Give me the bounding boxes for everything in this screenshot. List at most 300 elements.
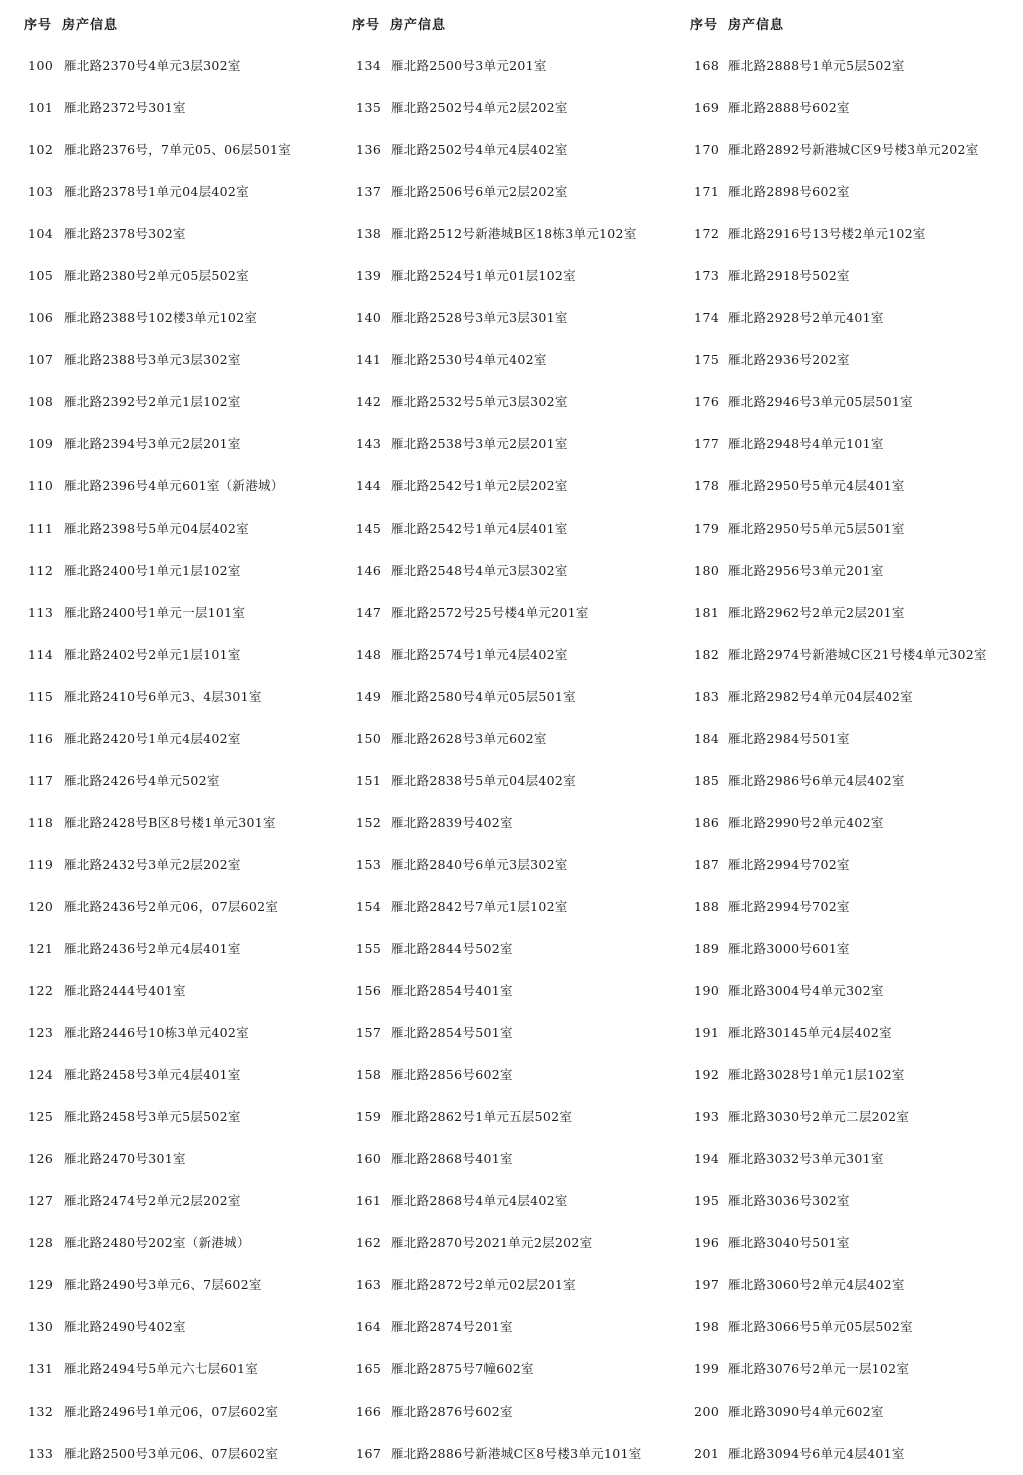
property-info: 雁北路2868号401室 [391, 1151, 513, 1167]
table-row [330, 465, 670, 507]
property-info: 雁北路2490号402室 [64, 1319, 186, 1335]
row-index: 109 [28, 436, 54, 452]
row-index: 160 [356, 1151, 382, 1167]
property-info: 雁北路2380号2单元05层502室 [64, 268, 249, 284]
row-index: 115 [28, 688, 54, 704]
property-info: 雁北路2420号1单元4层402室 [64, 730, 241, 746]
row-index: 120 [28, 898, 54, 914]
table-row [668, 423, 1023, 465]
property-info: 雁北路2918号502室 [728, 268, 850, 284]
row-index: 155 [356, 940, 382, 956]
row-index: 166 [356, 1403, 382, 1419]
property-info: 雁北路2378号302室 [64, 226, 186, 242]
table-row [668, 592, 1023, 634]
table-row [0, 970, 330, 1012]
row-index: 171 [694, 184, 720, 200]
table-row [330, 802, 670, 844]
property-info: 雁北路2840号6单元3层302室 [391, 856, 568, 872]
table-row [668, 1138, 1023, 1180]
table-row [668, 1096, 1023, 1138]
property-info: 雁北路2875号7幢602室 [391, 1361, 534, 1377]
table-row [668, 1391, 1023, 1433]
row-index: 200 [694, 1403, 720, 1419]
table-row [668, 1222, 1023, 1264]
property-info: 雁北路2410号6单元3、4层301室 [64, 688, 262, 704]
property-info: 雁北路2538号3单元2层201室 [391, 436, 568, 452]
table-row [668, 255, 1023, 297]
row-index: 191 [694, 1025, 720, 1041]
property-info: 雁北路3066号5单元05层502室 [728, 1319, 913, 1335]
property-info: 雁北路3028号1单元1层102室 [728, 1067, 905, 1083]
property-info: 雁北路2528号3单元3层301室 [391, 310, 568, 326]
table-row [0, 45, 330, 87]
table-row [0, 213, 330, 255]
property-info: 雁北路2628号3单元602室 [391, 730, 547, 746]
table-row [330, 760, 670, 802]
row-index: 162 [356, 1235, 382, 1251]
property-info: 雁北路2876号602室 [391, 1403, 513, 1419]
table-row [330, 1096, 670, 1138]
property-info: 雁北路2928号2单元401室 [728, 310, 884, 326]
row-index: 158 [356, 1067, 382, 1083]
table-row [330, 1433, 670, 1475]
row-index: 196 [694, 1235, 720, 1251]
property-info: 雁北路2838号5单元04层402室 [391, 772, 576, 788]
row-index: 178 [694, 478, 720, 494]
row-index: 150 [356, 730, 382, 746]
row-index: 140 [356, 310, 382, 326]
property-info: 雁北路2378号1单元04层402室 [64, 184, 249, 200]
property-info: 雁北路2396号4单元601室（新港城） [64, 478, 284, 494]
row-index: 142 [356, 394, 382, 410]
table-row [0, 928, 330, 970]
row-index: 123 [28, 1025, 54, 1041]
property-info: 雁北路3060号2单元4层402室 [728, 1277, 905, 1293]
row-index: 125 [28, 1109, 54, 1125]
property-info: 雁北路2470号301室 [64, 1151, 186, 1167]
row-index: 163 [356, 1277, 382, 1293]
property-info: 雁北路2370号4单元3层302室 [64, 58, 241, 73]
row-index: 137 [356, 184, 382, 200]
property-info: 雁北路2398号5单元04层402室 [64, 520, 249, 536]
table-row [330, 550, 670, 592]
table-row [0, 87, 330, 129]
row-index: 154 [356, 898, 382, 914]
table-row [668, 970, 1023, 1012]
row-index: 177 [694, 436, 720, 452]
row-index: 173 [694, 268, 720, 284]
property-info: 雁北路2400号1单元1层102室 [64, 562, 241, 578]
table-row [668, 297, 1023, 339]
row-index: 189 [694, 940, 720, 956]
table-row [330, 129, 670, 171]
row-index: 117 [28, 772, 54, 788]
row-index: 145 [356, 520, 382, 536]
table-row [668, 550, 1023, 592]
property-info: 雁北路2856号602室 [391, 1067, 513, 1083]
table-row [330, 1180, 670, 1222]
row-index: 188 [694, 898, 720, 914]
property-info: 雁北路2490号3单元6、7层602室 [64, 1277, 262, 1293]
table-row [668, 718, 1023, 760]
row-index: 126 [28, 1151, 54, 1167]
property-info: 雁北路2950号5单元5层501室 [728, 520, 905, 536]
row-index: 172 [694, 226, 720, 242]
row-index: 176 [694, 394, 720, 410]
property-info: 雁北路2502号4单元4层402室 [391, 142, 568, 158]
table-row [330, 844, 670, 886]
table-row [330, 171, 670, 213]
table-row [668, 213, 1023, 255]
table-row [0, 255, 330, 297]
table-row [330, 45, 670, 87]
row-index: 122 [28, 983, 54, 999]
row-index: 138 [356, 226, 382, 242]
row-index: 105 [28, 268, 54, 284]
property-info: 雁北路2436号2单元4层401室 [64, 940, 241, 956]
row-index: 190 [694, 983, 720, 999]
row-list [0, 45, 330, 1475]
row-index: 136 [356, 142, 382, 158]
row-index: 169 [694, 100, 720, 116]
property-info: 雁北路2376号，7单元05、06层501室 [64, 142, 292, 158]
property-info: 雁北路2428号B区8号楼1单元301室 [64, 814, 276, 830]
row-index: 198 [694, 1319, 720, 1335]
table-row [330, 970, 670, 1012]
property-info: 雁北路2388号3单元3层302室 [64, 352, 241, 368]
table-row [668, 844, 1023, 886]
table-row [0, 886, 330, 928]
property-info: 雁北路2990号2单元402室 [728, 814, 884, 830]
table-row [0, 171, 330, 213]
property-info: 雁北路2872号2单元02层201室 [391, 1277, 576, 1293]
property-info: 雁北路2436号2单元06，07层602室 [64, 898, 279, 914]
table-row [0, 1012, 330, 1054]
property-info: 雁北路3004号4单元302室 [728, 983, 884, 999]
property-info: 雁北路2874号201室 [391, 1319, 513, 1335]
property-info: 雁北路2839号402室 [391, 814, 513, 830]
property-info: 雁北路2512号新港城B区18栋3单元102室 [391, 226, 637, 242]
table-row [668, 1264, 1023, 1306]
property-info: 雁北路2548号4单元3层302室 [391, 562, 568, 578]
table-row [668, 339, 1023, 381]
header-index-label: 序号 [690, 18, 719, 33]
table-row [330, 676, 670, 718]
row-index: 194 [694, 1151, 720, 1167]
table-row [0, 1264, 330, 1306]
property-info: 雁北路2974号新港城C区21号楼4单元302室 [728, 646, 987, 662]
property-info: 雁北路2494号5单元六七层601室 [64, 1361, 259, 1377]
row-index: 153 [356, 856, 382, 872]
table-row [0, 1433, 330, 1475]
header-index-label: 序号 [24, 18, 53, 33]
row-index: 159 [356, 1109, 382, 1125]
row-list [668, 45, 1023, 1475]
row-index: 201 [694, 1445, 720, 1461]
row-index: 184 [694, 730, 720, 746]
property-info: 雁北路2480号202室（新港城） [64, 1235, 250, 1251]
table-row [330, 1138, 670, 1180]
property-info: 雁北路2984号501室 [728, 730, 850, 746]
table-row [330, 1306, 670, 1348]
table-row [330, 297, 670, 339]
property-info: 雁北路2432号3单元2层202室 [64, 856, 241, 872]
row-index: 116 [28, 730, 54, 746]
row-index: 127 [28, 1193, 54, 1209]
property-info: 雁北路2898号602室 [728, 184, 850, 200]
table-row [668, 1433, 1023, 1475]
table-row [668, 381, 1023, 423]
property-info: 雁北路2580号4单元05层501室 [391, 688, 576, 704]
table-row [0, 465, 330, 507]
property-info: 雁北路2962号2单元2层201室 [728, 604, 905, 620]
row-index: 100 [28, 58, 54, 73]
table-row [668, 1180, 1023, 1222]
table-row [0, 423, 330, 465]
table-row [0, 550, 330, 592]
row-index: 118 [28, 814, 54, 830]
property-info: 雁北路2862号1单元五层502室 [391, 1109, 573, 1125]
property-info: 雁北路30145单元4层402室 [728, 1025, 892, 1041]
table-row [330, 1348, 670, 1390]
property-info: 雁北路2542号1单元2层202室 [391, 478, 568, 494]
property-info: 雁北路2500号3单元201室 [391, 58, 547, 73]
row-index: 132 [28, 1403, 54, 1419]
table-row [330, 886, 670, 928]
property-info: 雁北路2372号301室 [64, 100, 186, 116]
table-row [330, 928, 670, 970]
row-index: 148 [356, 646, 382, 662]
row-index: 131 [28, 1361, 54, 1377]
table-row [0, 844, 330, 886]
property-info: 雁北路2868号4单元4层402室 [391, 1193, 568, 1209]
row-index: 139 [356, 268, 382, 284]
table-row [330, 423, 670, 465]
row-index: 187 [694, 856, 720, 872]
row-index: 146 [356, 562, 382, 578]
row-index: 180 [694, 562, 720, 578]
table-row [668, 1012, 1023, 1054]
row-index: 129 [28, 1277, 54, 1293]
row-index: 124 [28, 1067, 54, 1083]
table-row [0, 1391, 330, 1433]
row-index: 141 [356, 352, 382, 368]
row-index: 193 [694, 1109, 720, 1125]
table-row [0, 1180, 330, 1222]
property-info: 雁北路2936号202室 [728, 352, 850, 368]
row-index: 170 [694, 142, 720, 158]
row-index: 108 [28, 394, 54, 410]
header-property-info-label: 房产信息 [728, 18, 785, 33]
table-row [330, 339, 670, 381]
table-row [0, 1054, 330, 1096]
row-index: 168 [694, 58, 720, 73]
header-property-info-label: 房产信息 [62, 18, 119, 33]
property-info: 雁北路3000号601室 [728, 940, 850, 956]
table-row [668, 171, 1023, 213]
property-info: 雁北路2842号7单元1层102室 [391, 898, 568, 914]
table-row [668, 1306, 1023, 1348]
property-info: 雁北路2946号3单元05层501室 [728, 394, 913, 410]
table-row [0, 508, 330, 550]
row-index: 114 [28, 646, 54, 662]
property-info: 雁北路2446号10栋3单元402室 [64, 1025, 249, 1041]
table-row [330, 255, 670, 297]
row-index: 130 [28, 1319, 54, 1335]
row-index: 156 [356, 983, 382, 999]
property-info: 雁北路2916号13号楼2单元102室 [728, 226, 926, 242]
table-row [668, 1054, 1023, 1096]
table-row [330, 1391, 670, 1433]
row-index: 111 [28, 520, 54, 536]
row-index: 164 [356, 1319, 382, 1335]
row-index: 119 [28, 856, 54, 872]
property-info: 雁北路2458号3单元4层401室 [64, 1067, 241, 1083]
table-row [668, 928, 1023, 970]
row-index: 167 [356, 1445, 382, 1461]
row-index: 161 [356, 1193, 382, 1209]
table-row [330, 381, 670, 423]
row-index: 135 [356, 100, 382, 116]
property-info: 雁北路3036号302室 [728, 1193, 850, 1209]
table-row [330, 508, 670, 550]
property-info: 雁北路2530号4单元402室 [391, 352, 547, 368]
row-index: 128 [28, 1235, 54, 1251]
table-row [0, 676, 330, 718]
property-info: 雁北路2496号1单元06，07层602室 [64, 1403, 279, 1419]
table-row [668, 465, 1023, 507]
property-info: 雁北路2854号501室 [391, 1025, 513, 1041]
property-info: 雁北路2950号5单元4层401室 [728, 478, 905, 494]
row-index: 103 [28, 184, 54, 200]
table-row [668, 1348, 1023, 1390]
table-row [330, 592, 670, 634]
table-row [0, 802, 330, 844]
property-info: 雁北路2994号702室 [728, 898, 850, 914]
row-index: 175 [694, 352, 720, 368]
table-row [0, 1096, 330, 1138]
property-info: 雁北路2394号3单元2层201室 [64, 436, 241, 452]
table-row [668, 508, 1023, 550]
row-index: 147 [356, 604, 382, 620]
row-index: 149 [356, 688, 382, 704]
property-info: 雁北路3094号6单元4层401室 [728, 1445, 905, 1461]
row-index: 192 [694, 1067, 720, 1083]
table-row [330, 213, 670, 255]
property-info: 雁北路2392号2单元1层102室 [64, 394, 241, 410]
table-row [668, 634, 1023, 676]
row-index: 185 [694, 772, 720, 788]
row-index: 183 [694, 688, 720, 704]
property-info: 雁北路3076号2单元一层102室 [728, 1361, 910, 1377]
table-row [330, 1264, 670, 1306]
table-row [0, 129, 330, 171]
property-info: 雁北路2986号6单元4层402室 [728, 772, 905, 788]
property-info: 雁北路2948号4单元101室 [728, 436, 884, 452]
table-row [330, 1012, 670, 1054]
row-index: 144 [356, 478, 382, 494]
property-info: 雁北路2542号1单元4层401室 [391, 520, 568, 536]
table-row [0, 718, 330, 760]
property-info: 雁北路2524号1单元01层102室 [391, 268, 576, 284]
property-info: 雁北路3032号3单元301室 [728, 1151, 884, 1167]
property-info: 雁北路2474号2单元2层202室 [64, 1193, 241, 1209]
property-info: 雁北路2888号1单元5层502室 [728, 58, 905, 73]
table-row [330, 1222, 670, 1264]
property-info: 雁北路2870号2021单元2层202室 [391, 1235, 593, 1251]
table-row [668, 87, 1023, 129]
table-row [0, 1306, 330, 1348]
property-info: 雁北路2402号2单元1层101室 [64, 646, 241, 662]
header-property-info-label: 房产信息 [390, 18, 447, 33]
table-row [0, 592, 330, 634]
property-info: 雁北路2506号6单元2层202室 [391, 184, 568, 200]
table-row [0, 381, 330, 423]
row-index: 174 [694, 310, 720, 326]
property-info: 雁北路2458号3单元5层502室 [64, 1109, 241, 1125]
property-info: 雁北路2532号5单元3层302室 [391, 394, 568, 410]
row-index: 104 [28, 226, 54, 242]
table-row [330, 634, 670, 676]
row-index: 199 [694, 1361, 720, 1377]
row-index: 182 [694, 646, 720, 662]
table-row [0, 760, 330, 802]
table-row [0, 339, 330, 381]
property-info: 雁北路2888号602室 [728, 100, 850, 116]
row-index: 121 [28, 940, 54, 956]
row-index: 101 [28, 100, 54, 116]
row-index: 152 [356, 814, 382, 830]
row-index: 134 [356, 58, 382, 73]
table-row [668, 886, 1023, 928]
table-row [330, 87, 670, 129]
property-info: 雁北路2574号1单元4层402室 [391, 646, 568, 662]
row-index: 186 [694, 814, 720, 830]
row-index: 197 [694, 1277, 720, 1293]
row-index: 165 [356, 1361, 382, 1377]
row-index: 107 [28, 352, 54, 368]
row-list [330, 45, 670, 1475]
table-row [0, 634, 330, 676]
property-info: 雁北路2994号702室 [728, 856, 850, 872]
property-info: 雁北路2854号401室 [391, 983, 513, 999]
table-row [0, 297, 330, 339]
row-index: 195 [694, 1193, 720, 1209]
row-index: 133 [28, 1445, 54, 1461]
table-row [668, 802, 1023, 844]
property-info: 雁北路2892号新港城C区9号楼3单元202室 [728, 142, 979, 158]
table-row [0, 1348, 330, 1390]
property-info: 雁北路2500号3单元06、07层602室 [64, 1445, 279, 1461]
property-info: 雁北路3090号4单元602室 [728, 1403, 884, 1419]
property-info: 雁北路2388号102楼3单元102室 [64, 310, 258, 326]
row-index: 143 [356, 436, 382, 452]
row-index: 102 [28, 142, 54, 158]
row-index: 106 [28, 310, 54, 326]
row-index: 110 [28, 478, 54, 494]
table-row [668, 45, 1023, 87]
table-row [668, 676, 1023, 718]
table-row [0, 1222, 330, 1264]
property-info: 雁北路2844号502室 [391, 940, 513, 956]
row-index: 113 [28, 604, 54, 620]
property-info: 雁北路2956号3单元201室 [728, 562, 884, 578]
row-index: 112 [28, 562, 54, 578]
property-info: 雁北路2444号401室 [64, 983, 186, 999]
table-row [0, 1138, 330, 1180]
table-row [330, 1054, 670, 1096]
table-row [668, 760, 1023, 802]
